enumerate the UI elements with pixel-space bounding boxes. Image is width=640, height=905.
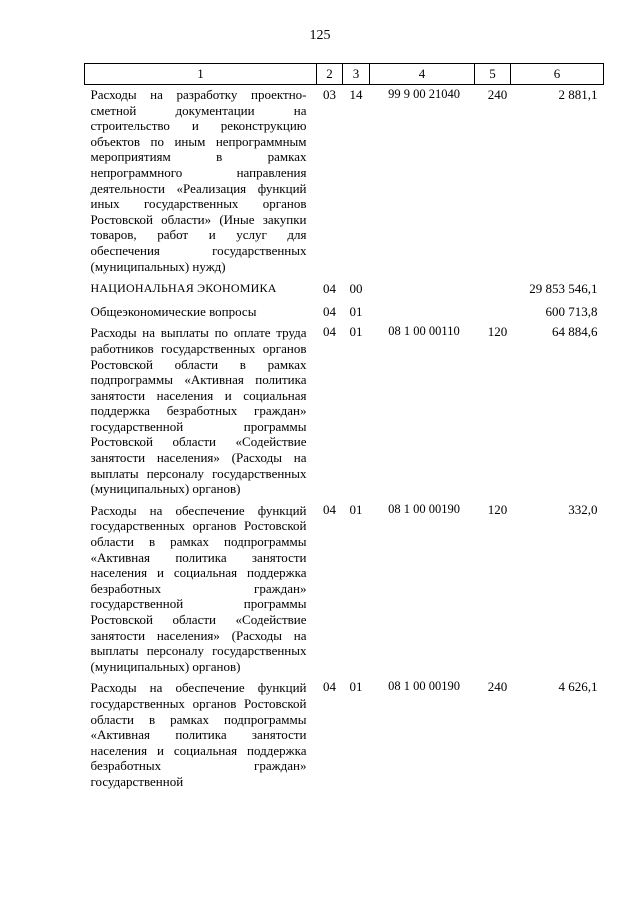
row-target-article-code: 08 1 00 00190 (388, 679, 460, 694)
table-header-row (85, 64, 604, 85)
column-header-6: 6 (511, 64, 604, 85)
row-target-article-code (370, 302, 475, 325)
table-row (85, 302, 604, 325)
table-row (85, 85, 604, 280)
row-subsection-code: 01 (349, 501, 363, 517)
row-target-article-code: 08 1 00 00190 (388, 501, 460, 516)
row-amount: 600 713,8 (545, 303, 598, 319)
table-row (85, 279, 604, 302)
row-amount: 332,0 (568, 501, 598, 517)
row-expense-type-code (475, 302, 511, 325)
column-header-4: 4 (370, 64, 475, 85)
budget-table (84, 63, 604, 795)
table-row (85, 324, 604, 502)
row-description: Расходы на выплаты по оплате труда работников государственных органов Ростовской области в рамках подпрограммы «Активная политика занятости населения и социальная поддержка безработных граждан» государственной программы Ростовской области «Содействие занятости населения» (Расходы на выплаты персоналу государственных (муниципальных) органов) (90, 325, 307, 497)
row-target-article-code (370, 279, 475, 302)
column-header-1: 1 (85, 64, 317, 85)
row-target-article-code: 08 1 00 00110 (388, 324, 460, 339)
row-description: НАЦИОНАЛЬНАЯ ЭКОНОМИКА (90, 281, 277, 296)
row-description: Расходы на обеспечение функций государственных органов Ростовской области в рамках подпрограммы «Активная политика занятости населения и социальная поддержка безработных граждан» государственной (90, 680, 307, 789)
row-section-code: 04 (323, 303, 336, 319)
row-expense-type-code: 120 (487, 501, 508, 517)
row-description: Расходы на обеспечение функций государственных органов Ростовской области в рамках подпрограммы «Активная политика занятости населения и социальная поддержка безработных граждан» государственной программы Ростовской области «Содействие занятости населения» (Расходы на выплаты персоналу государственных (муниципальных) органов) (90, 502, 307, 674)
row-subsection-code: 14 (349, 87, 363, 102)
row-target-article-code: 99 9 00 21040 (388, 87, 460, 101)
column-header-3: 3 (343, 64, 370, 85)
row-expense-type-code: 240 (487, 87, 508, 102)
row-expense-type-code: 240 (487, 679, 508, 695)
row-amount: 64 884,6 (552, 324, 598, 340)
row-section-code: 04 (323, 679, 336, 695)
row-section-code: 04 (323, 501, 336, 517)
row-amount: 4 626,1 (558, 679, 598, 695)
table-row (85, 502, 604, 680)
row-section-code: 04 (323, 281, 336, 297)
row-description: Расходы на разработку проектно-сметной документации на строительство и реконструкцию объектов по иным непрограммным мероприятиям в рамках непрограммного направления деятельности «Реализация функций иных государственных органов Ростовской области» (Иные закупки товаров, работ и услуг для обеспечения государственных (муниципальных) нужд) (90, 87, 307, 274)
row-subsection-code: 01 (349, 324, 363, 340)
column-header-2: 2 (317, 64, 343, 85)
row-subsection-code: 01 (349, 679, 363, 695)
row-description: Общеэкономические вопросы (90, 303, 257, 319)
table-row (85, 679, 604, 794)
row-amount: 2 881,1 (558, 87, 598, 102)
column-header-5: 5 (475, 64, 511, 85)
page-number: 125 (309, 28, 331, 43)
row-subsection-code: 00 (349, 281, 363, 297)
row-section-code: 03 (323, 87, 336, 102)
row-expense-type-code (475, 279, 511, 302)
row-section-code: 04 (323, 324, 336, 340)
row-expense-type-code: 120 (487, 324, 508, 340)
row-amount: 29 853 546,1 (529, 281, 598, 297)
row-subsection-code: 01 (349, 303, 363, 319)
